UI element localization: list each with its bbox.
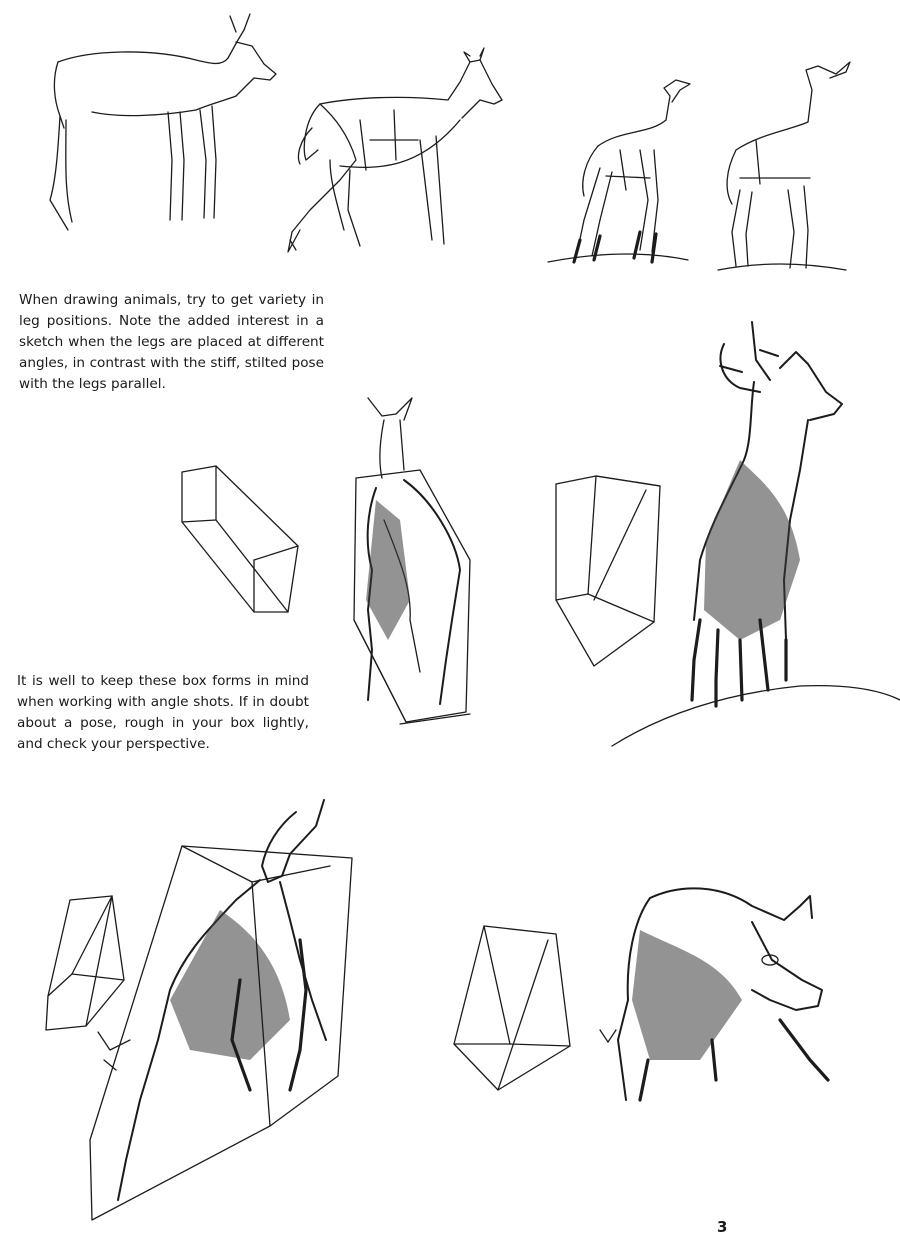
- deer-walking-sketch: [548, 80, 690, 262]
- perspective-box-3: [46, 896, 124, 1030]
- leg-variety-caption: When drawing animals, try to get variety in leg positions. Note the added interest in a sketch when the legs are placed at different angles, in contrast with the stiff, stilted pose with the legs parallel.: [19, 292, 324, 392]
- perspective-box-4: [454, 926, 570, 1090]
- deer-parallel-legs-sketch: [718, 62, 850, 270]
- deer-angled-legs-sketch: [288, 48, 502, 252]
- stag-on-hill-sketch: [612, 322, 900, 746]
- box-forms-caption: It is well to keep these box forms in mind when working with angle shots. If in doubt about a pose, rough in your box lightly, and check your perspective.: [17, 673, 309, 752]
- calf-charging-sketch: [600, 888, 828, 1100]
- perspective-box-1: [182, 466, 298, 612]
- deer-leaping-foreshortened-sketch: [90, 800, 352, 1220]
- deer-stiff-pose-sketch: [50, 14, 276, 230]
- page-number: 3: [717, 1218, 728, 1236]
- perspective-box-2: [556, 476, 660, 666]
- doe-rear-view-sketch: [354, 398, 470, 724]
